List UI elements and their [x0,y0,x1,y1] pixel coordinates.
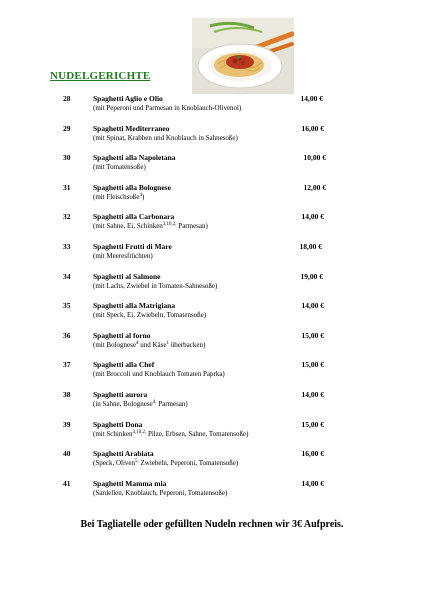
item-name: Spaghetti alla Napoletana [93,153,176,163]
item-price: 14,00 € [301,212,324,222]
item-price: 14,00 € [301,390,324,399]
item-name: Spaghetti Frutti di Mare [93,242,172,251]
item-number: 29 [63,123,71,133]
item-description: (in Sahne, Bolognese$^{4,}$ Parmesan) [93,400,188,408]
item-name: Spaghetti aurora [93,390,148,399]
item-price: 16,00 € [301,449,324,459]
menu-item [0,153,424,181]
item-number: 28 [63,94,71,103]
item-number: 37 [63,360,71,370]
item-number: 35 [63,301,71,311]
surcharge-note: Bei Tagliatelle oder gefüllten Nudeln rechnen wir 3€ Aufpreis. [80,519,344,530]
item-description: (Speck, Oliven$^{5,}$ Zwiebeln, Peperoni, Tomatensoße) [93,459,239,468]
section-title: NUDELGERICHTE [50,70,151,82]
item-number: 32 [63,212,71,222]
item-description: (mit Meeresfrüchten) [93,252,153,260]
menu-item [0,242,424,270]
item-name: Spaghetti Dona [93,419,143,429]
menu-item [0,212,424,240]
item-number: 34 [63,271,71,281]
menu-item [0,331,424,359]
item-description: (mit Fleischsoße$^4$) [93,192,145,201]
item-name: Spaghetti Aglio e Olio [93,94,163,103]
item-name: Spaghetti alla Bolognese [93,182,171,192]
item-name: Spaghetti al Salmone [93,271,161,281]
item-name: Spaghetti Mamma mia [93,478,167,488]
menu-item [0,449,424,477]
item-description: (mit Schinken$^{3,10,2,}$ Pilze, Erbsen, Sahne, Tomatensoße) [93,429,249,438]
menu-item [0,390,424,418]
item-number: 31 [63,182,71,192]
item-name: Spaghetti Arabiata [93,449,154,459]
item-number: 30 [63,153,71,163]
item-number: 36 [63,330,71,340]
item-description: (mit Tomatensoße) [93,163,146,172]
item-number: 40 [63,449,71,459]
item-price: 12,00 € [303,182,326,192]
item-price: 18,00 € [299,242,322,251]
item-description: (Sardellen, Knoblauch, Peperoni, Tomatensoße) [93,488,228,497]
item-description: (mit Broccoli und Knoblauch Tomaten Paprka) [93,370,225,379]
menu-item [0,272,424,300]
item-description: (mit Bolognese$^4$ und Käse$^1$ überbacken) [93,340,206,349]
item-name: Spaghetti alla Carbonara [93,212,175,222]
menu-item [0,301,424,329]
item-name: Spaghetti al forno [93,330,151,340]
item-price: 14,00 € [301,301,324,311]
item-description: (mit Peperoni und Parmesan in Knoblauch-Olivenol) [93,104,242,112]
item-name: Spaghetti alla Chef [93,360,155,370]
item-description: (mit Sahne, Ei, Schinken$^{3,10,2,}$ Parmesan) [93,222,208,231]
item-price: 19,00 € [300,271,323,281]
item-price: 10,00 € [303,153,326,163]
item-description: (mit Lachs, Zwiebel in Tomaten-Sahnesoße) [93,281,218,290]
item-number: 33 [63,242,71,251]
item-number: 38 [63,390,71,399]
item-price: 14,00 € [301,478,324,488]
menu-item [0,183,424,211]
spaghetti-photo [192,18,294,94]
item-description: (mit Speck, Ei, Zwiebeln, Tomatensoße) [93,311,207,320]
menu-item [0,124,424,152]
item-price: 16,00 € [301,123,324,133]
item-name: Spaghetti alla Matrigiana [93,301,176,311]
item-price: 14,00 € [300,94,323,103]
menu-item [0,360,424,388]
menu-item [0,420,424,448]
item-price: 15,00 € [301,330,324,340]
item-price: 15,00 € [301,360,324,370]
item-number: 39 [63,419,71,429]
item-price: 15,00 € [301,419,324,429]
menu-item [0,479,424,507]
item-name: Spaghetti Mediterraneo [93,123,170,133]
item-description: (mit Spinat, Krabben und Knoblauch in Sahnesoße) [93,133,238,142]
menu-item [0,94,424,122]
item-number: 41 [63,478,71,488]
